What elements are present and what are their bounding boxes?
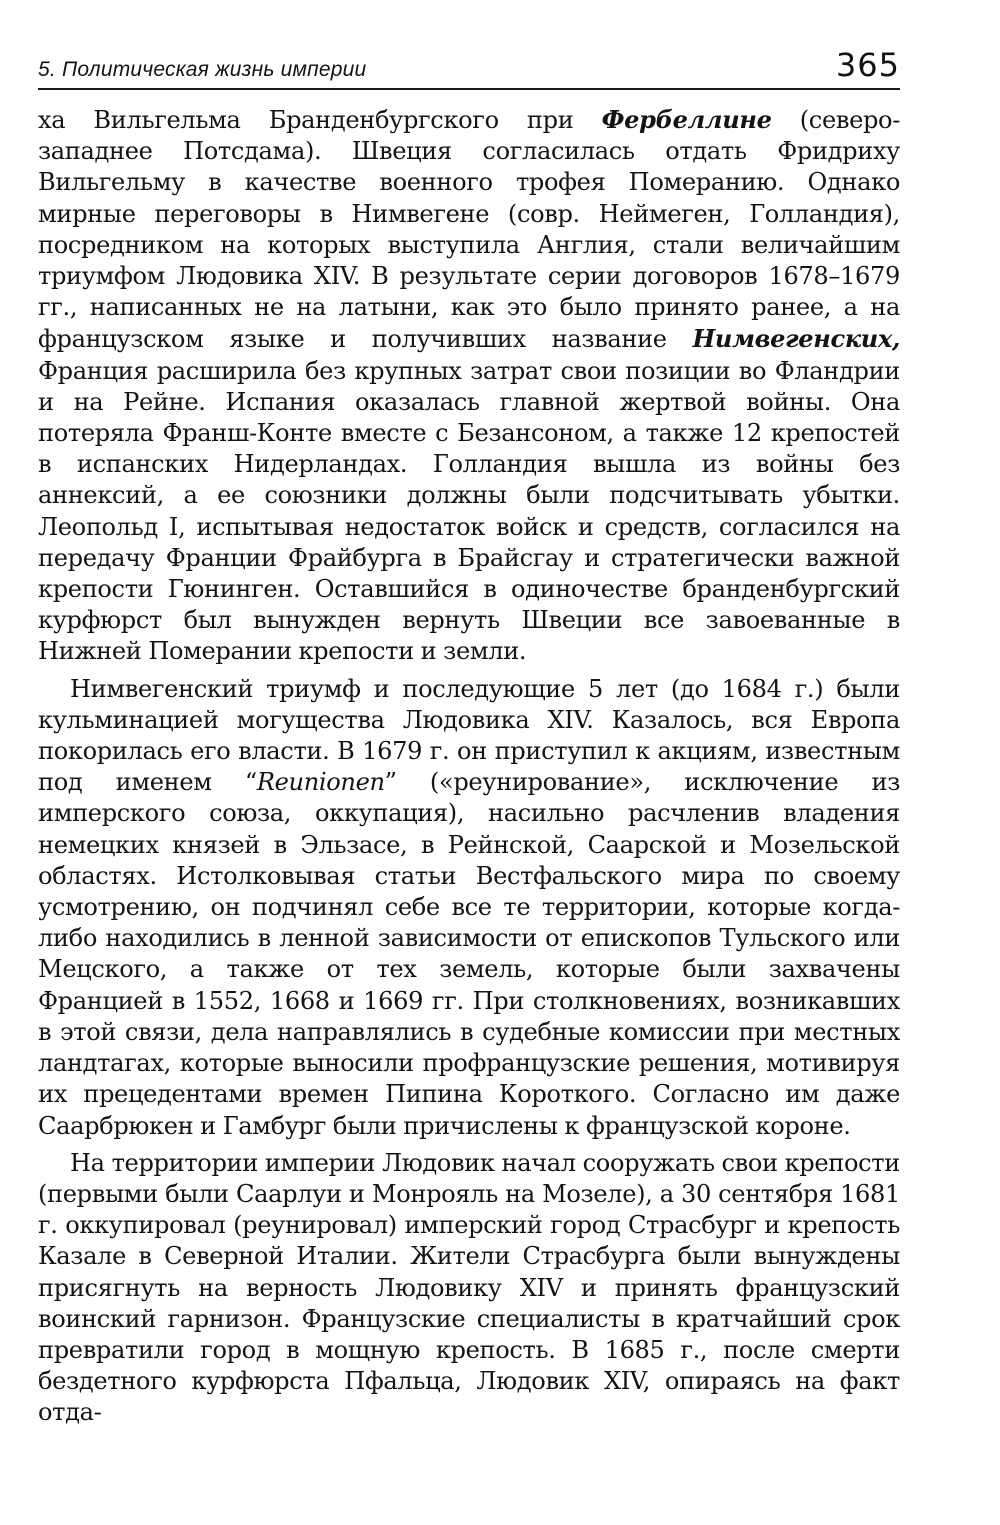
emphasis-nimwegen: Нимвегенских, [692,324,900,354]
text-run: ” («реунирование», исключение из имперского союза, оккупация), насильно расчленив владения немецких князей в Эльзасе, в Рейнской, Саарской и Мозельской областях. Истолковывая статьи Вестфальского мира по своему усмотрению, он подчинял себе все те территории, которые когда-либо находились в ленной зависимости от епископов Тульского или Мецского, а также от тех земель, которые были захвачены Францией в 1552, 1668 и 1669 гг. При столкновениях, возникавших в этой связи, дела направлялись в судебные комиссии при местных ландтагах, которые выносили профранцузские решения, мотивируя их прецедентами времен Пипина Короткого. Согласно им даже Саарбрюкен и Гамбург были причислены к французской короне. [38,768,901,1140]
paragraph-1 [38,104,900,668]
section-title: 5. Политическая жизнь империи [38,58,367,81]
text-run: Нимвегенский триумф и последующие 5 лет (до 1684 г.) были кульминацией могущества Людовика XIV. Казалось, вся Европа покорилась его власти. В 1679 г. он приступил к акциям, известным под именем “ [38,674,900,797]
text-run: ха Вильгельма Бранденбургского при [38,106,602,134]
text-run: Франция расширила без крупных затрат свои позиции во Фландрии и на Рейне. Испания оказалась главной жертвой войны. Она потеряла Франш-Конте вместе с Безансоном, а также 12 крепостей в испанских Нидерландах. Голландия вышла из войны без аннексий, а ее союзники должны были подсчитывать убытки. Леопольд I, испытывая недостаток войск и средств, согласился на передачу Франции Фрайбурга в Брайсгау и стратегически важной крепости Гюнинген. Оставшийся в одиночестве бранденбургский курфюрст был вынужден вернуть Швеции все завоеванные в Нижней Померании крепости и земли. [38,356,900,666]
running-header [38,30,900,90]
emphasis-ferbellin: Фербеллине [601,105,772,134]
book-page [38,30,900,1435]
text-run: На территории империи Людовик начал сооружать свои крепости (первыми были Саарлуи и Монрояль на Мозеле), а 30 сентября 1681 г. оккупировал (реунировал) имперский город Страсбург и крепость Казале в Северной Италии. Жители Страсбурга были вынуждены присягнуть на верность Людовику XIV и принять французский воинский гарнизон. Французские специалисты в кратчайший срок превратили город в мощную крепость. В 1685 г., после смерти бездетного курфюрста Пфальца, Людовик XIV, опираясь на факт отда- [38,1148,900,1427]
italic-reunionen: Reunionen [256,768,385,797]
paragraph-3 [38,1148,900,1429]
body-text [38,104,900,1429]
page-number: 365 [835,46,900,84]
text-run: (северо-западнее Потсдама). Швеция согласилась отдать Фридриху Вильгельму в качестве военного трофея Померанию. Однако мирные переговоры в Нимвегене (совр. Неймеген, Голландия), посредником на которых выступила Англия, стали величайшим триумфом Людовика XIV. В результате серии договоров 1678–1679 гг., написанных не на латыни, как это было принято ранее, а на французском языке и получивших название [38,106,900,354]
paragraph-2 [38,674,900,1142]
